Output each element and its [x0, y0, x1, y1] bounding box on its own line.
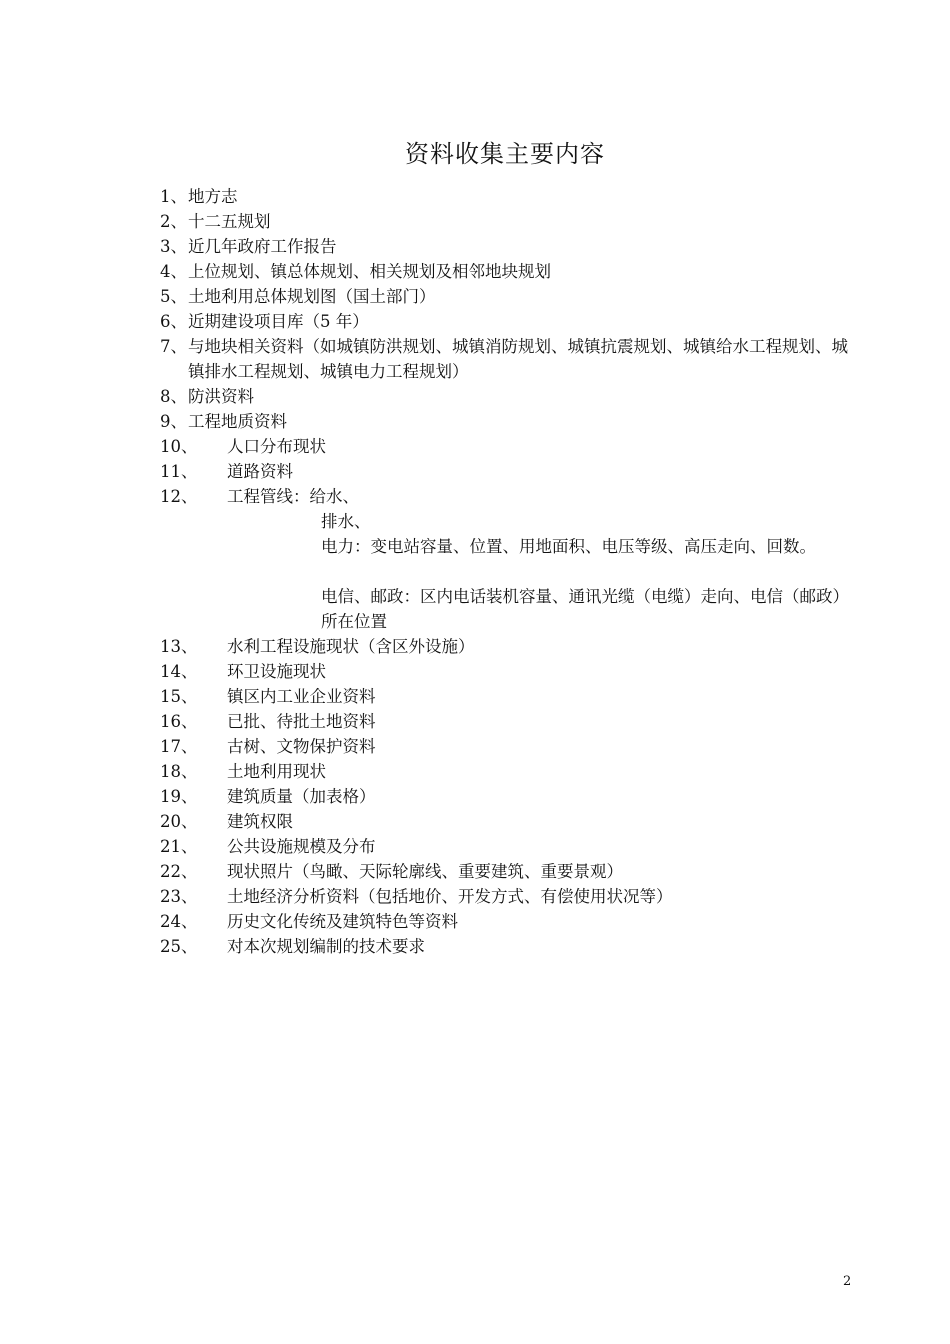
- list-item: [160, 659, 860, 684]
- item-text: 人口分布现状: [227, 437, 326, 456]
- item-number: 13、: [160, 637, 198, 656]
- list-item: [160, 759, 860, 784]
- item-number: 1、: [160, 187, 187, 206]
- pipeline-subitem: [160, 534, 860, 584]
- list-item: [160, 334, 860, 384]
- list-item: [160, 184, 860, 209]
- list-item: [160, 409, 860, 434]
- item-number: 4、: [160, 262, 187, 281]
- item-number: 2、: [160, 212, 187, 231]
- item-number: 20、: [160, 812, 198, 831]
- item-text: 十二五规划: [188, 212, 271, 231]
- item-text: 镇区内工业企业资料: [227, 687, 376, 706]
- subitem-text: 电力：变电站容量、位置、用地面积、电压等级、高压走向、回数。: [321, 537, 816, 556]
- item-number: 21、: [160, 837, 198, 856]
- list-item: [160, 784, 860, 809]
- item-text: 近几年政府工作报告: [188, 237, 337, 256]
- item-number: 14、: [160, 662, 198, 681]
- item-number: 9、: [160, 412, 187, 431]
- item-text: 建筑权限: [227, 812, 293, 831]
- item-number: 25、: [160, 937, 198, 956]
- list-item: [160, 884, 860, 909]
- list-item: [160, 209, 860, 234]
- item-text: 与地块相关资料（如城镇防洪规划、城镇消防规划、城镇抗震规划、城镇给水工程规划、城镇排水工程规划、城镇电力工程规划）: [188, 337, 848, 381]
- item-number: 7、: [160, 337, 187, 356]
- item-number: 5、: [160, 287, 187, 306]
- item-number: 8、: [160, 387, 187, 406]
- item-text: 已批、待批土地资料: [227, 712, 376, 731]
- item-number: 11、: [160, 462, 198, 481]
- item-text: 公共设施规模及分布: [227, 837, 376, 856]
- list-item: [160, 934, 860, 959]
- subitem-text: 电信、邮政：区内电话装机容量、通讯光缆（电缆）走向、电信（邮政）所在位置: [321, 587, 849, 631]
- item-text: 地方志: [188, 187, 238, 206]
- item-number: 16、: [160, 712, 198, 731]
- list-item: [160, 259, 860, 284]
- item-number: 23、: [160, 887, 198, 906]
- list-item: [160, 809, 860, 834]
- content-list: [160, 184, 860, 959]
- document-title: 资料收集主要内容: [405, 140, 605, 168]
- item-text: 道路资料: [227, 462, 293, 481]
- item-text: 防洪资料: [188, 387, 254, 406]
- item-number: 22、: [160, 862, 198, 881]
- subitem-text: 排水、: [321, 512, 371, 531]
- item-text: 水利工程设施现状（含区外设施）: [227, 637, 475, 656]
- item-text: 土地经济分析资料（包括地价、开发方式、有偿使用状况等）: [227, 887, 673, 906]
- item-text: 土地利用现状: [227, 762, 326, 781]
- list-item: [160, 484, 860, 509]
- list-item: [160, 384, 860, 409]
- item-number: 3、: [160, 237, 187, 256]
- item-text: 现状照片（鸟瞰、天际轮廓线、重要建筑、重要景观）: [227, 862, 623, 881]
- list-item: [160, 309, 860, 334]
- list-item: [160, 734, 860, 759]
- list-item: [160, 634, 860, 659]
- item-number: 6、: [160, 312, 187, 331]
- list-item: [160, 684, 860, 709]
- list-item: [160, 434, 860, 459]
- item-text: 土地利用总体规划图（国土部门）: [188, 287, 436, 306]
- list-item: [160, 459, 860, 484]
- item-number: 12、: [160, 487, 198, 506]
- item-number: 10、: [160, 437, 198, 456]
- item-text: 历史文化传统及建筑特色等资料: [227, 912, 458, 931]
- item-text: 环卫设施现状: [227, 662, 326, 681]
- item-text: 上位规划、镇总体规划、相关规划及相邻地块规划: [188, 262, 551, 281]
- item-text: 古树、文物保护资料: [227, 737, 376, 756]
- item-number: 19、: [160, 787, 198, 806]
- item-text: 近期建设项目库（5 年）: [188, 312, 369, 331]
- list-item: [160, 859, 860, 884]
- item-text: 建筑质量（加表格）: [227, 787, 376, 806]
- list-item: [160, 709, 860, 734]
- list-item: [160, 234, 860, 259]
- list-item: [160, 284, 860, 309]
- list-item: [160, 909, 860, 934]
- item-text: 工程地质资料: [188, 412, 287, 431]
- item-number: 17、: [160, 737, 198, 756]
- item-text: 对本次规划编制的技术要求: [227, 937, 425, 956]
- item-number: 18、: [160, 762, 198, 781]
- page-number: 2: [843, 1274, 852, 1289]
- list-item: [160, 834, 860, 859]
- item-number: 15、: [160, 687, 198, 706]
- item-number: 24、: [160, 912, 198, 931]
- item-text: 工程管线：给水、: [227, 487, 359, 506]
- pipeline-subitem: [160, 509, 860, 534]
- pipeline-subitem: [160, 584, 860, 634]
